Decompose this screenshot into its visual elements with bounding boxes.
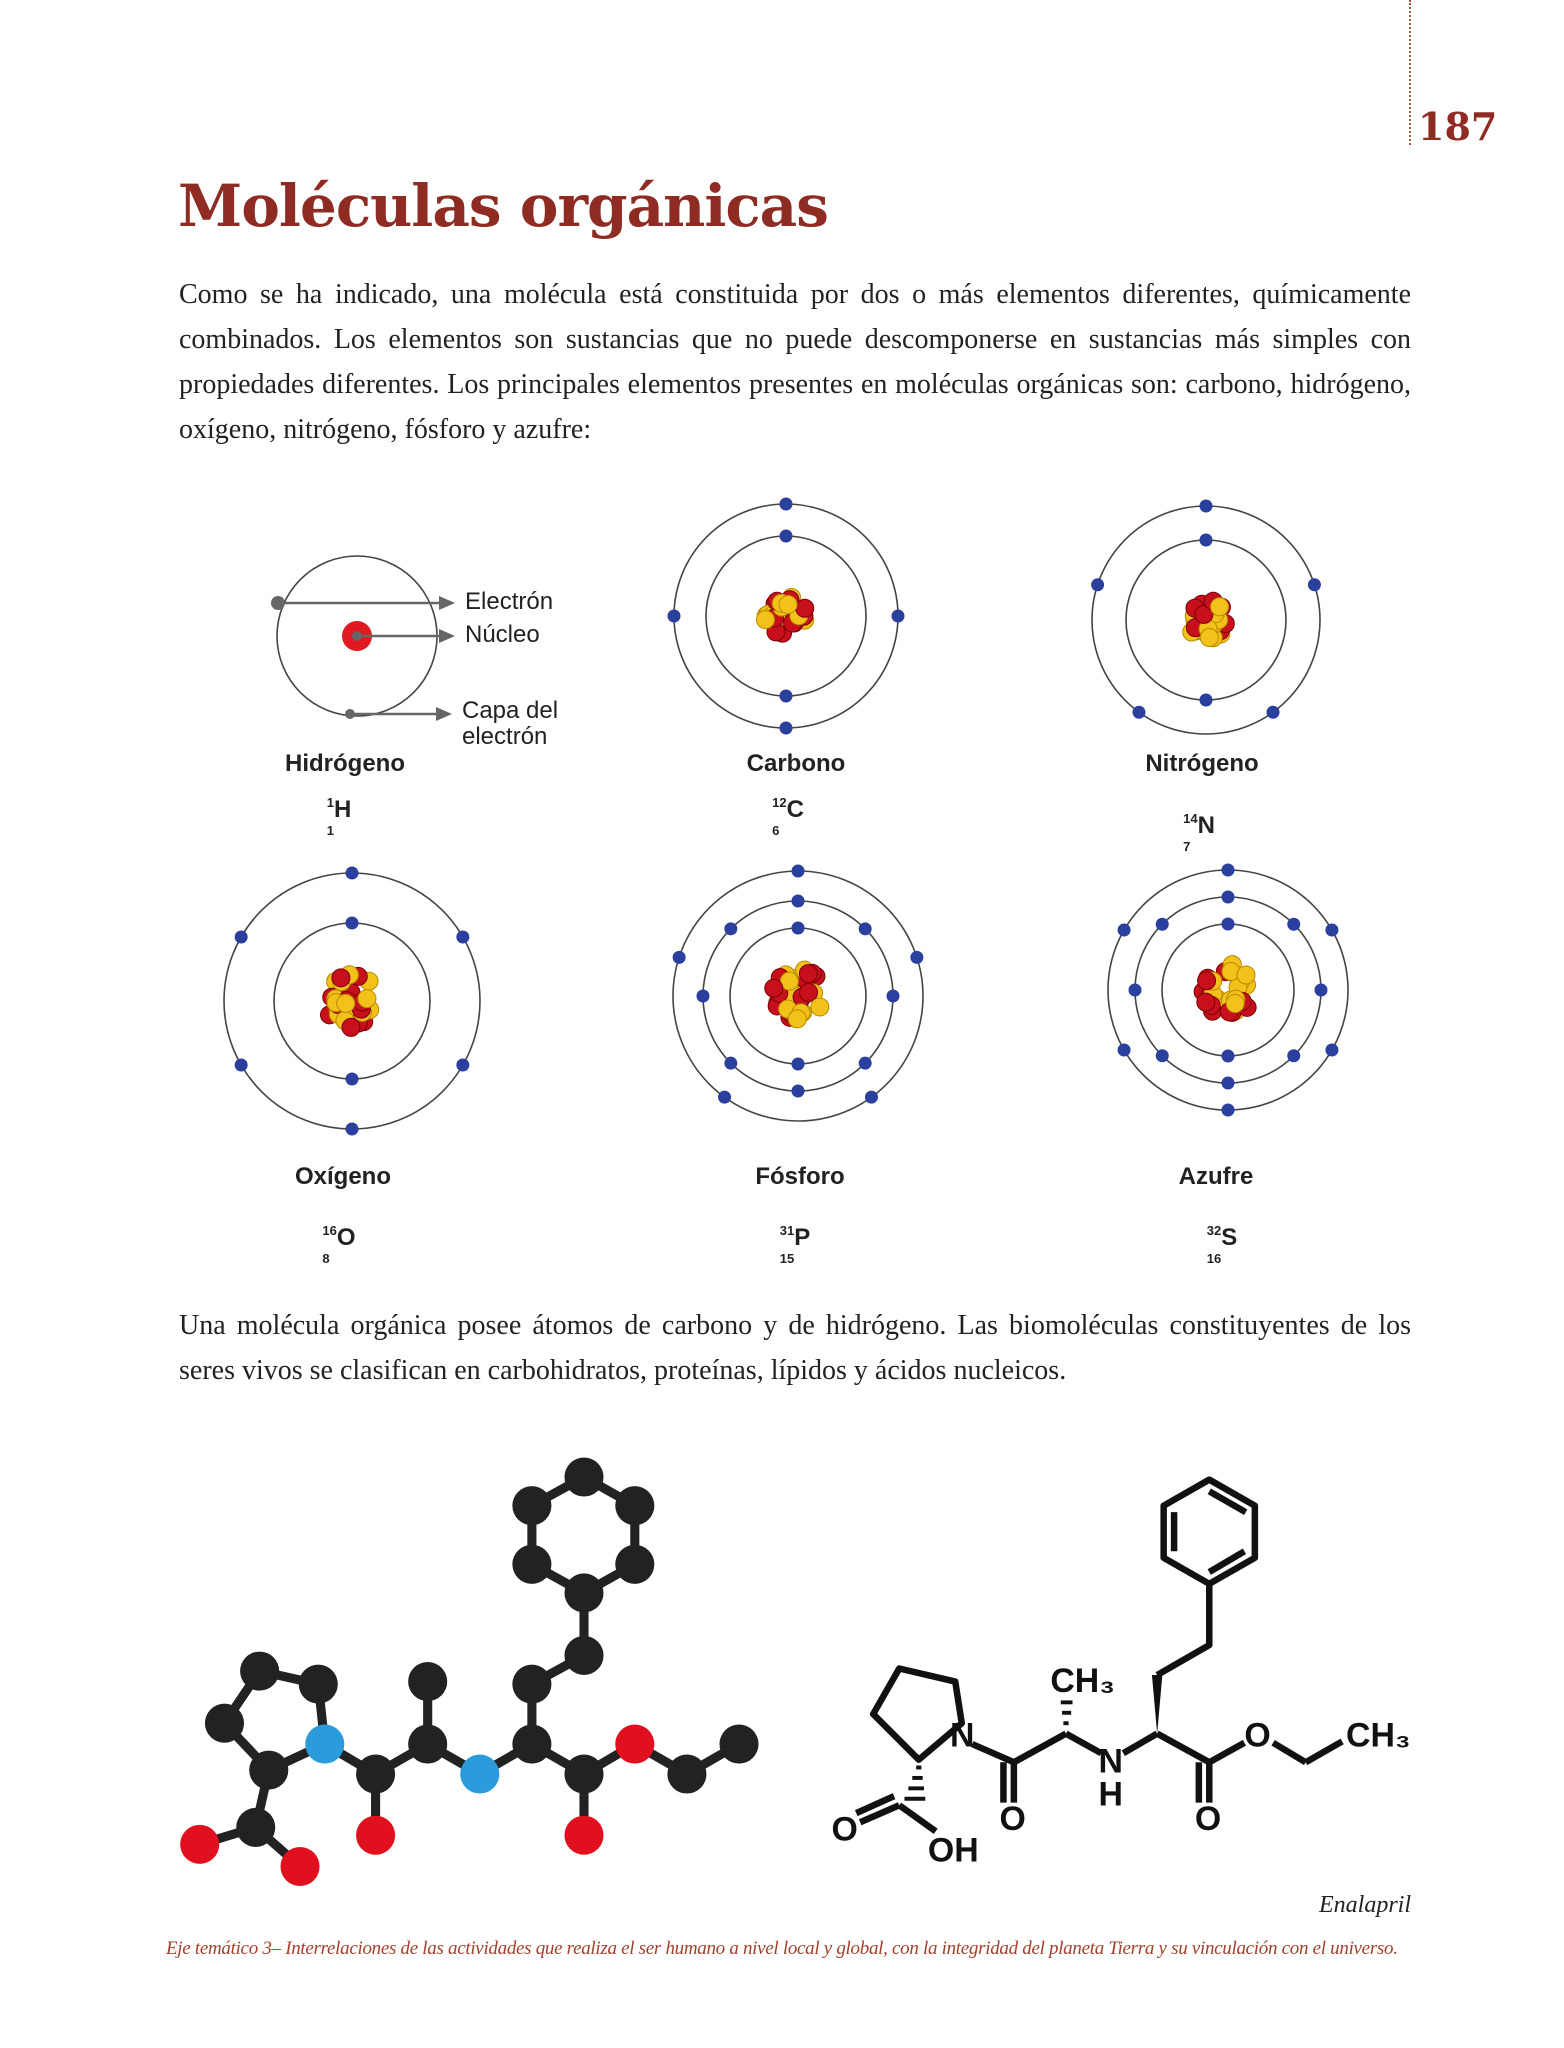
electron xyxy=(235,931,248,944)
electron xyxy=(1200,694,1213,707)
label-o-ester-carbonyl: O xyxy=(1194,1800,1222,1839)
second-paragraph: Una molécula orgánica posee átomos de carbono y de hidrógeno. Las biomoléculas constituyentes de los seres vivos se clasifican en carbohidratos, proteínas, lípidos y ácidos nucleicos. xyxy=(179,1310,1411,1386)
electron xyxy=(859,1057,872,1070)
atomic-number: 16 xyxy=(1206,1251,1222,1266)
electron xyxy=(697,990,710,1003)
arrow-head xyxy=(439,596,455,610)
electron xyxy=(1132,706,1145,719)
atom-name-sulfur: Azufre xyxy=(1178,1163,1254,1190)
atom-O xyxy=(224,867,480,1136)
carbon-atom xyxy=(512,1665,551,1704)
mass-number: 1 xyxy=(326,795,334,810)
isotope-carbon xyxy=(772,795,804,838)
proton xyxy=(800,983,818,1001)
electron xyxy=(1308,578,1321,591)
carbon-atom xyxy=(719,1725,758,1764)
oxygen-atom xyxy=(280,1847,319,1886)
neutron xyxy=(788,1010,806,1028)
label-h-amine: H xyxy=(1098,1775,1123,1814)
carbon-atom xyxy=(240,1652,279,1691)
carbon-atom xyxy=(667,1754,706,1793)
carbon-atom xyxy=(356,1754,395,1793)
electron xyxy=(1118,1044,1131,1057)
label-ch3-top: CH₃ xyxy=(1050,1661,1115,1700)
carbon-atom xyxy=(249,1751,288,1790)
page-title: Moléculas orgánicas xyxy=(178,172,828,240)
neutron xyxy=(811,998,829,1016)
neutron xyxy=(779,596,797,614)
electron xyxy=(724,1057,737,1070)
electron-shell xyxy=(1162,924,1294,1056)
electron xyxy=(1156,918,1169,931)
isotope-oxygen xyxy=(322,1223,356,1266)
electron xyxy=(346,867,359,880)
electron xyxy=(792,1085,805,1098)
element-symbol: N xyxy=(1197,812,1215,839)
electron xyxy=(346,1073,359,1086)
isotope-nitrogen xyxy=(1183,811,1215,854)
proton xyxy=(1198,972,1216,990)
legend-shell-line2: electrón xyxy=(462,723,548,750)
carbon-atom xyxy=(615,1486,654,1525)
electron xyxy=(718,1091,731,1104)
electron xyxy=(456,931,469,944)
carbon-atom xyxy=(564,1636,603,1675)
proton xyxy=(342,1018,360,1036)
electron xyxy=(1222,1104,1235,1117)
carbon-atom xyxy=(512,1486,551,1525)
proton xyxy=(799,965,817,983)
mass-number: 14 xyxy=(1183,811,1198,826)
atomic-number: 7 xyxy=(1183,839,1191,854)
element-symbol: P xyxy=(794,1224,811,1251)
nucleus xyxy=(320,966,378,1037)
legend-electron: Electrón xyxy=(465,588,554,615)
electron xyxy=(1325,924,1338,937)
electron xyxy=(1222,891,1235,904)
label-n-ring: N xyxy=(950,1716,975,1755)
electron xyxy=(1315,984,1328,997)
carbon-atom xyxy=(408,1662,447,1701)
label-o-acid: O xyxy=(831,1810,858,1849)
oxygen-atom xyxy=(356,1816,395,1855)
proton xyxy=(765,979,783,997)
electron xyxy=(724,922,737,935)
electron xyxy=(1118,924,1131,937)
electron xyxy=(1325,1044,1338,1057)
electron xyxy=(346,1123,359,1136)
electron xyxy=(792,1058,805,1071)
footer-text: Eje temático 3– Interrelaciones de las actividades que realiza el ser humano a nivel local y global, con la integridad del planeta Tierra y su vinculación con el universo. xyxy=(166,1938,1398,1959)
electron xyxy=(780,498,793,511)
electron-shell xyxy=(1108,870,1348,1110)
atom-C xyxy=(668,498,905,735)
carbon-atom xyxy=(564,1457,603,1496)
mass-number: 12 xyxy=(772,795,787,810)
oxygen-atom xyxy=(615,1725,654,1764)
nucleus xyxy=(756,588,813,642)
atomic-number: 1 xyxy=(326,823,334,838)
electron xyxy=(1129,984,1142,997)
electron xyxy=(1287,1049,1300,1062)
carbon-atom xyxy=(512,1545,551,1584)
electron xyxy=(1156,1049,1169,1062)
neutron xyxy=(337,994,355,1012)
isotope-phosphorus xyxy=(779,1223,811,1266)
nitrogen-atom xyxy=(305,1725,344,1764)
electron xyxy=(456,1059,469,1072)
atom-H xyxy=(271,556,455,721)
label-ch3-right: CH₃ xyxy=(1346,1716,1411,1755)
enalapril-structures xyxy=(0,1421,1564,1916)
nucleus xyxy=(1183,592,1235,647)
carbon-atom xyxy=(512,1725,551,1764)
nucleus xyxy=(1194,956,1256,1022)
oxygen-atom xyxy=(180,1825,219,1864)
neutron xyxy=(358,990,376,1008)
electron xyxy=(1222,864,1235,877)
legend-shell-line1: Capa del xyxy=(462,697,559,724)
neutron xyxy=(756,611,774,629)
intro-paragraph: Como se ha indicado, una molécula está constituida por dos o más elementos diferentes, químicamente combinados. Los elementos son sustancias que no puede descomponerse en sustancias más simples con propiedades diferentes. Los principales elementos presentes en moléculas orgánicas son: carbono, hidrógeno, oxígeno, nitrógeno, fósforo y azufre: xyxy=(179,279,1411,445)
carbon-atom xyxy=(236,1808,275,1847)
carbon-atom xyxy=(299,1665,338,1704)
mass-number: 16 xyxy=(322,1223,337,1238)
electron xyxy=(346,917,359,930)
neutron xyxy=(1211,598,1229,616)
electron xyxy=(668,610,681,623)
electron xyxy=(780,690,793,703)
element-symbol: H xyxy=(333,796,352,823)
atomic-number: 6 xyxy=(772,823,780,838)
ball-and-stick-model xyxy=(180,1457,758,1886)
page-number: 187 xyxy=(1418,104,1498,149)
proton xyxy=(1197,993,1215,1011)
electron xyxy=(792,922,805,935)
nitrogen-atom xyxy=(460,1754,499,1793)
atom-P xyxy=(673,865,924,1122)
atom-name-hydrogen: Hidrógeno xyxy=(285,750,405,777)
arrow-head xyxy=(436,707,452,721)
electron xyxy=(892,610,905,623)
mass-number: 31 xyxy=(779,1223,795,1238)
electron xyxy=(1200,534,1213,547)
electron xyxy=(1267,706,1280,719)
arrow-head xyxy=(439,629,455,643)
electron xyxy=(1091,578,1104,591)
proton xyxy=(796,599,814,617)
carbon-atom xyxy=(205,1704,244,1743)
label-n-amine: N xyxy=(1098,1742,1123,1781)
carbon-atom xyxy=(408,1725,447,1764)
electron xyxy=(859,922,872,935)
electron xyxy=(1222,1077,1235,1090)
electron xyxy=(1222,918,1235,931)
carbon-atom xyxy=(564,1754,603,1793)
atom-name-phosphorus: Fósforo xyxy=(755,1163,845,1190)
proton xyxy=(332,969,350,987)
atomic-number: 8 xyxy=(322,1251,330,1266)
carbon-atom xyxy=(615,1545,654,1584)
element-symbol: S xyxy=(1221,1224,1238,1251)
carbon-atom xyxy=(564,1573,603,1612)
atom-name-oxygen: Oxígeno xyxy=(294,1163,392,1190)
label-o-ester: O xyxy=(1244,1716,1271,1755)
electron xyxy=(1200,500,1213,513)
atom-N xyxy=(1091,500,1321,735)
legend-nucleus: Núcleo xyxy=(465,621,540,648)
element-symbol: C xyxy=(786,796,804,823)
atom-name-carbon: Carbono xyxy=(746,750,846,777)
legend-shell xyxy=(462,698,558,750)
mass-number: 32 xyxy=(1206,1223,1222,1238)
nucleus xyxy=(765,961,829,1028)
atom-S xyxy=(1108,864,1348,1117)
electron xyxy=(865,1091,878,1104)
label-oh: OH xyxy=(927,1831,979,1870)
figure-caption: Enalapril xyxy=(1318,1892,1411,1918)
neutron xyxy=(1200,628,1218,646)
electron xyxy=(235,1059,248,1072)
electron xyxy=(780,722,793,735)
atom-name-nitrogen: Nitrógeno xyxy=(1145,750,1259,777)
electron xyxy=(780,530,793,543)
electron xyxy=(792,895,805,908)
electron xyxy=(1287,918,1300,931)
element-symbol: O xyxy=(336,1224,356,1251)
electron xyxy=(673,951,686,964)
electron xyxy=(910,951,923,964)
electron xyxy=(792,865,805,878)
atomic-number: 15 xyxy=(779,1251,795,1266)
label-o-amide: O xyxy=(999,1800,1026,1839)
neutron xyxy=(1237,966,1255,984)
isotope-hydrogen xyxy=(326,795,352,838)
isotope-sulfur xyxy=(1206,1223,1238,1266)
electron xyxy=(1222,1050,1235,1063)
electron xyxy=(887,990,900,1003)
oxygen-atom xyxy=(564,1816,603,1855)
neutron xyxy=(1226,995,1244,1013)
